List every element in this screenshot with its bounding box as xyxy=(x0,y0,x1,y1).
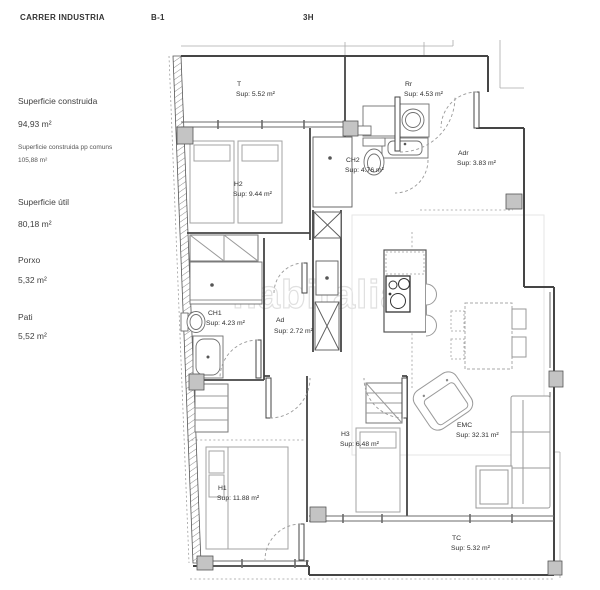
room-label-h2-sup: Sup: 9.44 m² xyxy=(233,191,272,198)
room-label-rr-sup: Sup: 4.53 m² xyxy=(404,91,443,98)
bedroom-h1-furniture xyxy=(195,384,288,549)
room-label-ad-sup: Sup: 2.72 m² xyxy=(274,328,313,335)
street-name: CARRER INDUSTRIA xyxy=(20,13,105,22)
room-label-ad-name: Ad xyxy=(276,317,285,324)
room-label-emc-name: EMC xyxy=(457,422,473,429)
bathroom-ch2-fixtures xyxy=(355,104,429,175)
common-area-value: 105,88 m² xyxy=(18,157,48,164)
room-label-adr-name: Adr xyxy=(458,150,469,157)
usable-area-value: 80,18 m² xyxy=(18,219,52,229)
room-label-ch2-name: CH2 xyxy=(346,157,360,164)
room-label-h1-sup: Sup: 11.88 m² xyxy=(217,495,260,502)
room-label-h1-name: H1 xyxy=(218,485,227,492)
room-label-tc-sup: Sup: 5.32 m² xyxy=(451,545,490,552)
room-label-h2-name: H2 xyxy=(234,181,243,188)
porch-label: Porxo xyxy=(18,255,41,265)
room-label-ch2-sup: Sup: 4.76 m² xyxy=(345,167,384,174)
room-label-tc-name: TC xyxy=(452,535,462,542)
room-label-adr-sup: Sup: 3.83 m² xyxy=(457,160,496,167)
porch-value: 5,32 m² xyxy=(18,275,47,285)
unit-code: 3H xyxy=(303,13,314,22)
room-label-h3-name: H3 xyxy=(341,431,350,438)
kitchen-island xyxy=(384,250,437,336)
room-label-t-name: T xyxy=(237,81,242,88)
dining-set xyxy=(451,303,526,369)
usable-area-label: Superficie útil xyxy=(18,197,70,207)
room-label-t-sup: Sup: 5.52 m² xyxy=(236,91,275,98)
common-area-label: Superficie construida pp comuns xyxy=(18,144,113,151)
room-label-ch1-sup: Sup: 4.23 m² xyxy=(206,320,245,327)
room-label-ch1-name: CH1 xyxy=(208,310,222,317)
built-area-label: Superficie construida xyxy=(18,96,98,106)
bedroom-h2-furniture xyxy=(190,141,282,261)
room-label-emc-sup: Sup: 32.31 m² xyxy=(456,432,499,439)
block-code: B-1 xyxy=(151,13,165,22)
room-label-rr-name: Rr xyxy=(405,81,413,88)
room-label-h3-sup: Sup: 6.48 m² xyxy=(340,441,379,448)
built-area-value: 94,93 m² xyxy=(18,119,52,129)
patio-label: Pati xyxy=(18,312,33,322)
patio-value: 5,52 m² xyxy=(18,331,47,341)
